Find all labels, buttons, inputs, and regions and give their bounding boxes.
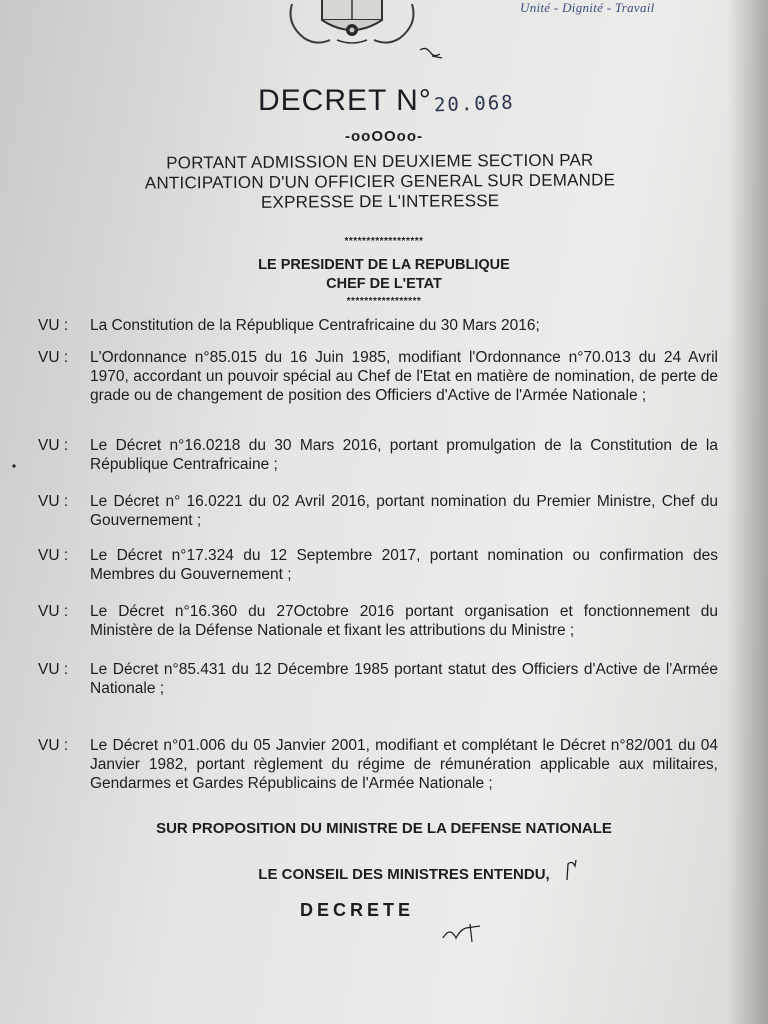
consideration-text: Le Décret n°85.431 du 12 Décembre 1985 portant statut des Officiers d'Active de l'Armée Nationale ;: [90, 661, 718, 697]
consideration-item: [38, 436, 718, 474]
decree-title: [258, 84, 514, 124]
decrete-heading: DECRETE: [300, 900, 415, 920]
consideration-text: Le Décret n°16.0218 du 30 Mars 2016, portant promulgation de la Constitution de la République Centrafricaine ;: [90, 437, 718, 473]
consideration-text: Le Décret n°01.006 du 05 Janvier 2001, modifiant et complétant le Décret n°82/001 du 04 Janvier 1982, portant règlement du régime de rémunération applicable aux militaires, Gendarmes et Gardes Républicains de l'Armée Nationale ;: [90, 737, 718, 792]
consideration-text: L'Ordonnance n°85.015 du 16 Juin 1985, modifiant l'Ordonnance n°70.013 du 24 Avril 1970, accordant un pouvoir spécial au Chef de l'Etat en matière de nomination, de perte de grade ou de changement de position des Officiers d'Active de l'Armée Nationale ;: [90, 349, 718, 404]
consideration-label: VU :: [38, 603, 69, 620]
consideration-item: [38, 348, 718, 405]
consideration-item: [38, 660, 718, 698]
proposition-line: SUR PROPOSITION DU MINISTRE DE LA DEFENSE NATIONALE: [156, 820, 612, 837]
consideration-item: [38, 316, 718, 335]
national-motto: Unité - Dignité - Travail: [520, 0, 655, 15]
consideration-item: [38, 602, 718, 640]
president-line: LE PRESIDENT DE LA REPUBLIQUE: [258, 257, 510, 273]
consideration-label: VU :: [38, 737, 69, 754]
consideration-label: VU :: [38, 317, 69, 334]
consideration-text: Le Décret n°17.324 du 12 Septembre 2017, portant nomination ou confirmation des Membres du Gouvernement ;: [90, 547, 718, 583]
consideration-text: Le Décret n°16.360 du 27Octobre 2016 portant organisation et fonctionnement du Ministère de la Défense Nationale et fixant les attributions du Ministre ;: [90, 603, 718, 639]
ink-dot-icon: [10, 462, 18, 470]
consideration-item: [38, 546, 718, 584]
subtitle-line: PORTANT ADMISSION EN DEUXIEME SECTION PAR: [166, 150, 594, 173]
subtitle-line: ANTICIPATION D'UN OFFICIER GENERAL SUR DEMANDE: [144, 170, 616, 193]
president-heading: [0, 256, 768, 294]
decree-title-printed: DECRET N°: [258, 84, 432, 117]
consideration-item: [38, 736, 718, 793]
consideration-label: VU :: [38, 493, 69, 510]
star-divider: *****************: [346, 296, 422, 307]
consideration-text: Le Décret n° 16.0221 du 02 Avril 2016, portant nomination du Premier Ministre, Chef du Gouvernement ;: [90, 493, 718, 529]
consideration-text: La Constitution de la République Centrafricaine du 30 Mars 2016;: [90, 317, 540, 334]
consideration-item: [38, 492, 718, 530]
consideration-label: VU :: [38, 437, 69, 454]
conseil-line: LE CONSEIL DES MINISTRES ENTENDU,: [258, 866, 550, 883]
ornament-divider: -ooOOoo-: [345, 128, 423, 145]
president-line: CHEF DE L'ETAT: [326, 276, 442, 292]
page-shadow: [728, 0, 768, 1024]
consideration-label: VU :: [38, 661, 69, 678]
coat-of-arms-icon: [282, 0, 422, 50]
star-divider: ******************: [344, 236, 424, 247]
consideration-label: VU :: [38, 547, 69, 564]
decree-number-handwritten: 20.068: [433, 91, 515, 117]
consideration-label: VU :: [38, 349, 69, 366]
decree-subtitle: [60, 150, 700, 214]
pen-mark-icon: [418, 44, 448, 62]
initial-mark-icon: [440, 920, 486, 946]
initial-mark-icon: [562, 858, 582, 882]
subtitle-line: EXPRESSE DE L'INTERESSE: [260, 191, 500, 212]
